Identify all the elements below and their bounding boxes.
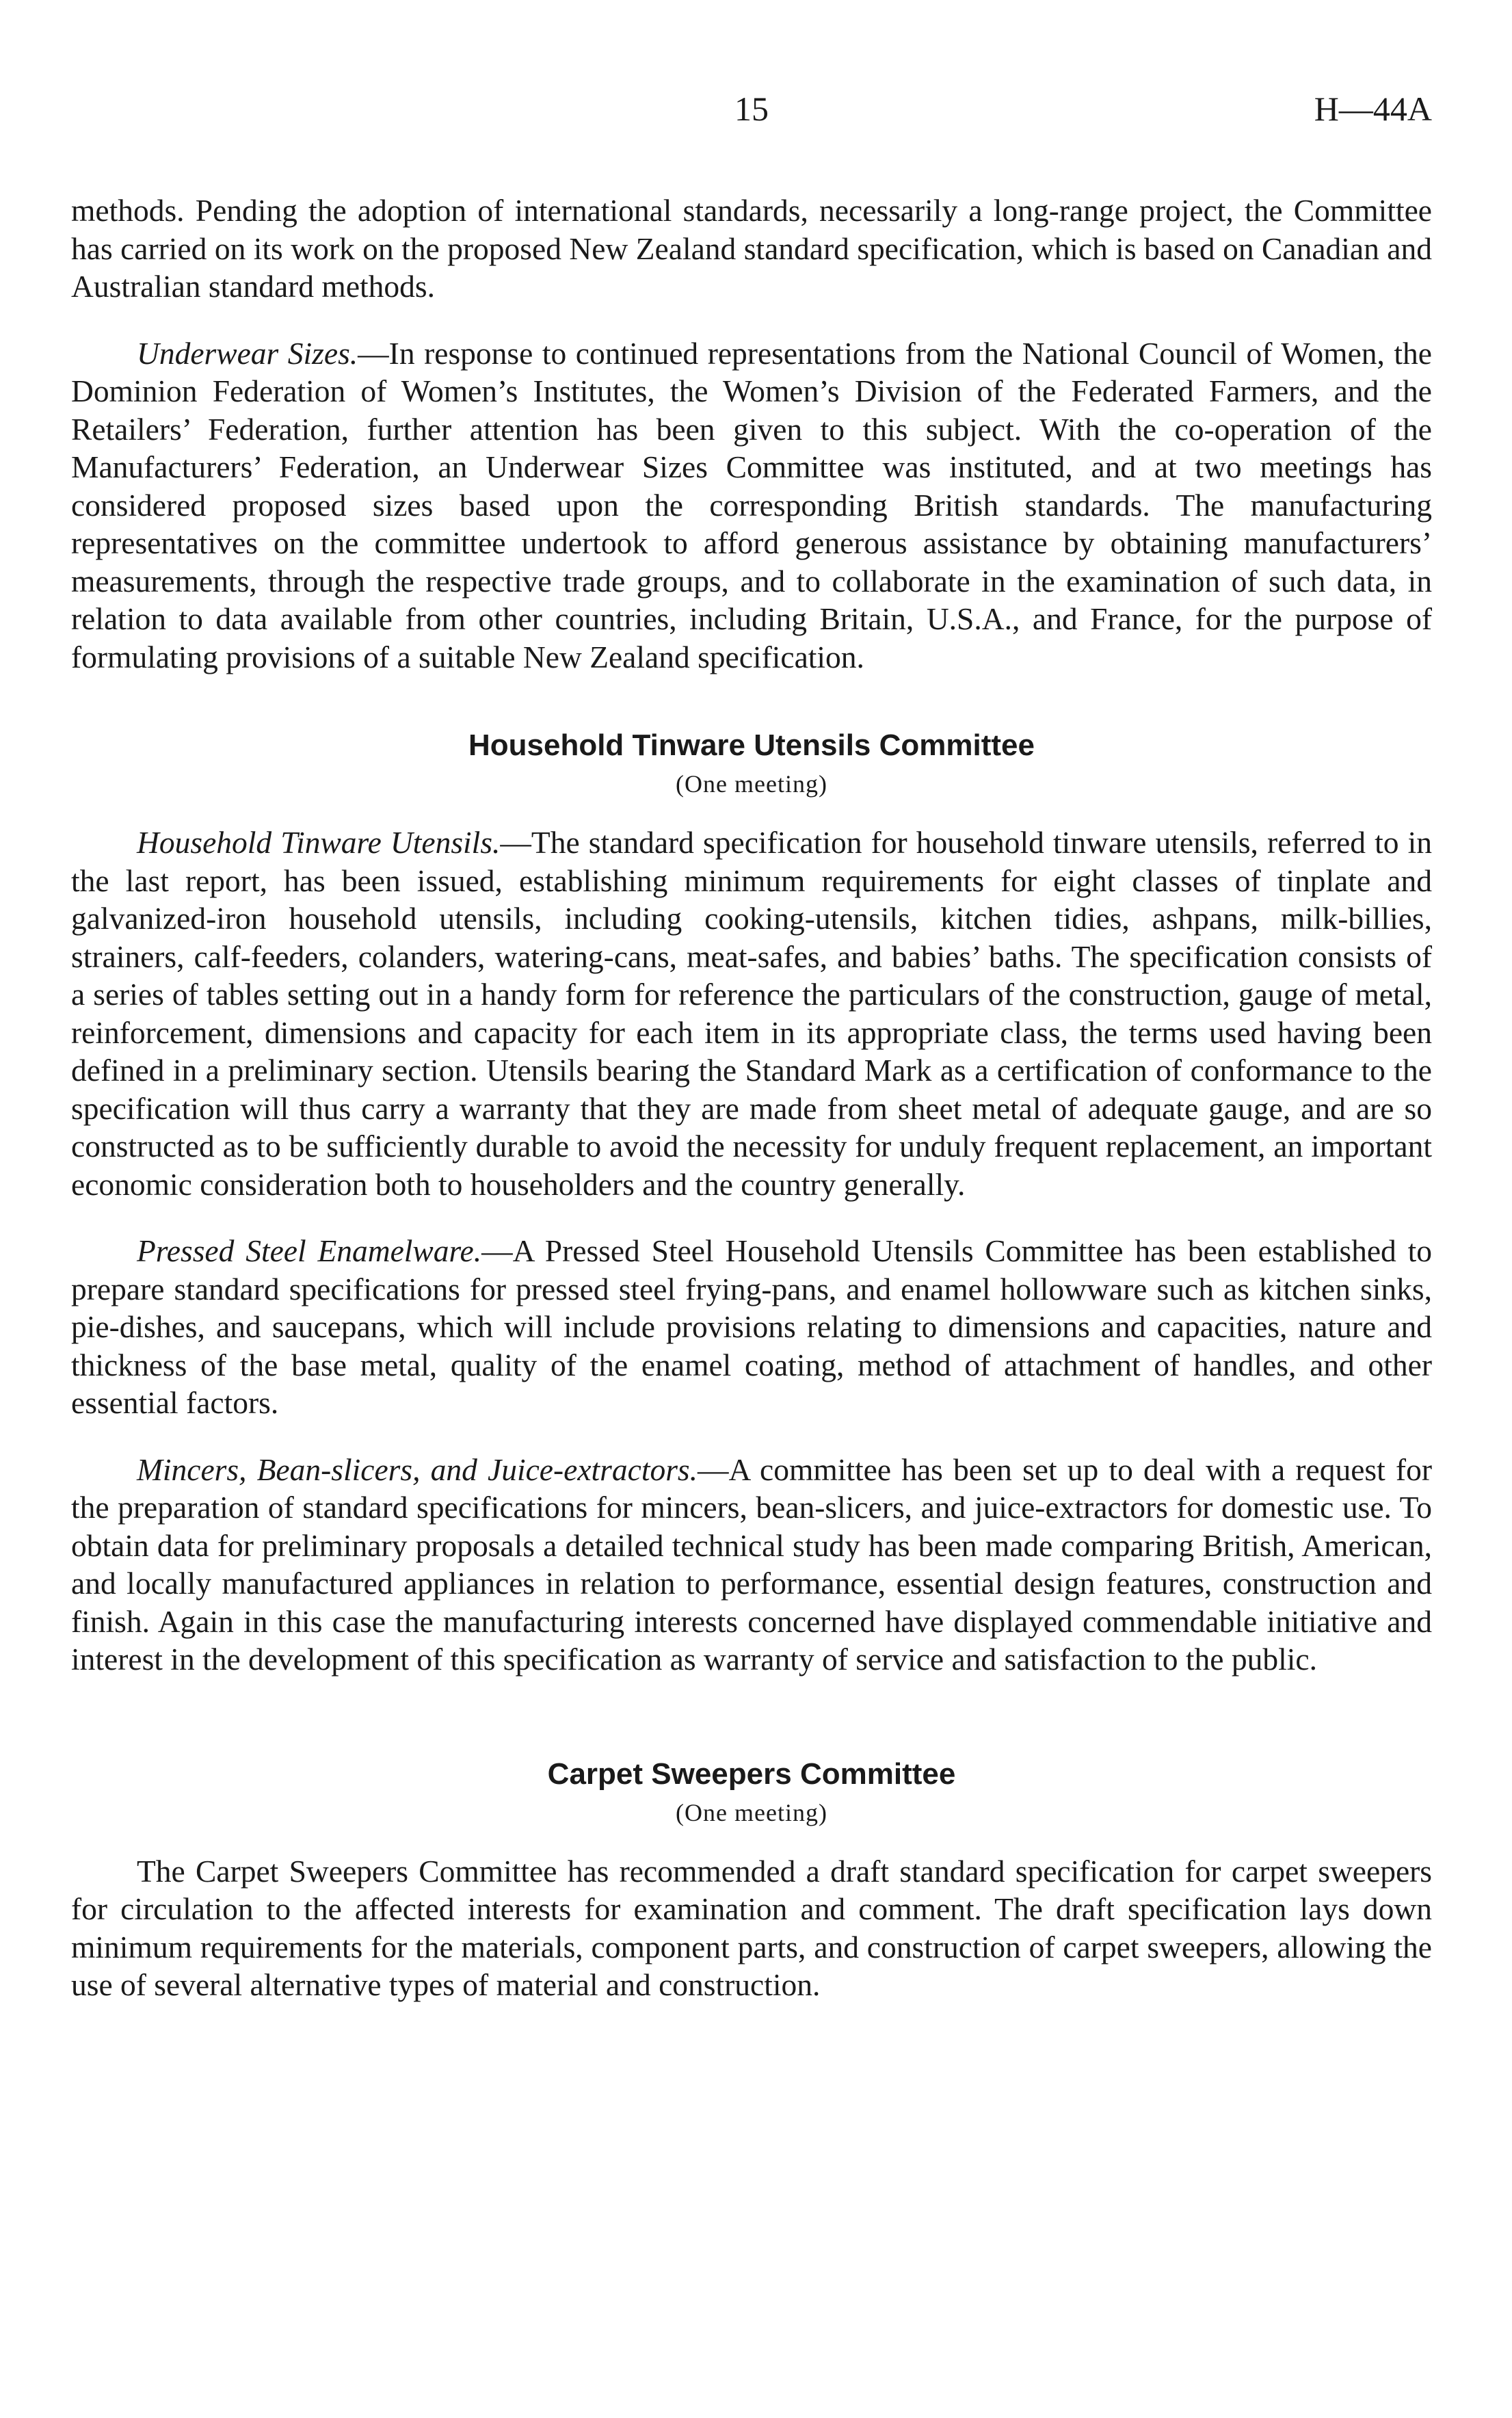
underwear-sizes-paragraph xyxy=(71,334,1432,676)
page-number: 15 xyxy=(734,90,769,128)
underwear-sizes-title: Underwear Sizes. xyxy=(137,335,358,371)
carpet-sweepers-text: The Carpet Sweepers Committee has recommended a draft standard specification for carpet sweepers for circulation to the affected interests for examination and comment. The draft specification lays down minimum requirements for the materials, component parts, and construction of carpet sweepers, allowing the use of several alternative types of material and construction. xyxy=(71,1853,1432,2002)
tinware-utensils-text: —The standard specification for household tinware utensils, referred to in the last report, has been issued, establishing minimum requirements for eight classes of tinplate and galvanized-iron household utensils, including cooking-utensils, kitchen tidies, ashpans, milk-billies, strainers, calf-feeders, colanders, watering-cans, meat-safes, and babies’ baths. The specification consists of a series of tables setting out in a handy form for reference the particulars of the construction, gauge of metal, reinforcement, dimensions and capacity for each item in its appropriate class, the terms used having been defined in a preliminary section. Utensils bearing the Standard Mark as a certification of conformance to the specification will thus carry a warranty that they are made from sheet metal of adequate gauge, and are so constructed as to be sufficiently durable to avoid the necessity for unduly frequent replacement, an important economic consideration both to householders and the country generally. xyxy=(71,825,1433,1202)
mincers-title: Mincers, Bean-slicers, and Juice-extractors. xyxy=(137,1451,698,1487)
tinware-heading: Household Tinware Utensils Committee xyxy=(468,728,1035,762)
carpet-section xyxy=(71,1755,1432,2004)
body-text xyxy=(71,192,1432,2004)
enamelware-text: —A Pressed Steel Household Utensils Committee has been established to prepare standard specifications for pressed steel frying-pans, and enamel hollowware such as kitchen sinks, pie-dishes, and saucepans, which will include provisions relating to dimensions and capacities, nature and thickness of the base metal, quality of the enamel coating, method of attachment of handles, and other essential factors. xyxy=(71,1233,1432,1420)
mincers-text: —A committee has been set up to deal with a request for the preparation of standard specifications for mincers, bean-slicers, and juice-extractors for domestic use. To obtain data for preliminary proposals a detailed technical study has been made comparing British, American, and locally manufactured appliances in relation to performance, essential design features, construction and finish. Again in this case the manufacturing interests concerned have displayed commendable initiative and interest in the development of this specification as warranty of service and satisfaction to the public. xyxy=(71,1451,1432,1677)
enamelware-paragraph xyxy=(71,1232,1432,1422)
tinware-section xyxy=(71,726,1432,1679)
page-header xyxy=(71,89,1432,150)
document-code: H—44A xyxy=(1314,90,1432,128)
carpet-sweepers-paragraph xyxy=(71,1852,1432,2004)
tinware-utensils-title: Household Tinware Utensils. xyxy=(137,825,501,860)
carpet-meeting-count: (One meeting) xyxy=(676,1798,827,1826)
intro-paragraph-text: methods. Pending the adoption of international standards, necessarily a long-range project, the Committee has carried on its work on the proposed New Zealand standard specification, which is based on Canadian and Australian standard methods. xyxy=(71,193,1432,304)
carpet-heading: Carpet Sweepers Committee xyxy=(547,1757,956,1791)
underwear-sizes-text: —In response to continued representations from the National Council of Women, the Dominion Federation of Women’s Institutes, the Women’s Division of the Federated Farmers, and the Retailers’ Federation, further attention has been given to this subject. With the co-operation of the Manufacturers’ Federation, an Underwear Sizes Committee was instituted, and at two meetings has considered proposed sizes based upon the corresponding British standards. The manufacturing representatives on the committee undertook to afford generous assistance by obtaining manufacturers’ measurements, through the respective trade groups, and to collaborate in the examination of such data, in relation to data available from other countries, including Britain, U.S.A., and France, for the purpose of formulating provisions of a suitable New Zealand specification. xyxy=(71,335,1432,674)
tinware-utensils-paragraph xyxy=(71,824,1432,1203)
intro-paragraph-methods xyxy=(71,192,1432,306)
tinware-meeting-count: (One meeting) xyxy=(676,770,827,798)
enamelware-title: Pressed Steel Enamelware. xyxy=(137,1233,482,1268)
mincers-paragraph xyxy=(71,1451,1432,1679)
